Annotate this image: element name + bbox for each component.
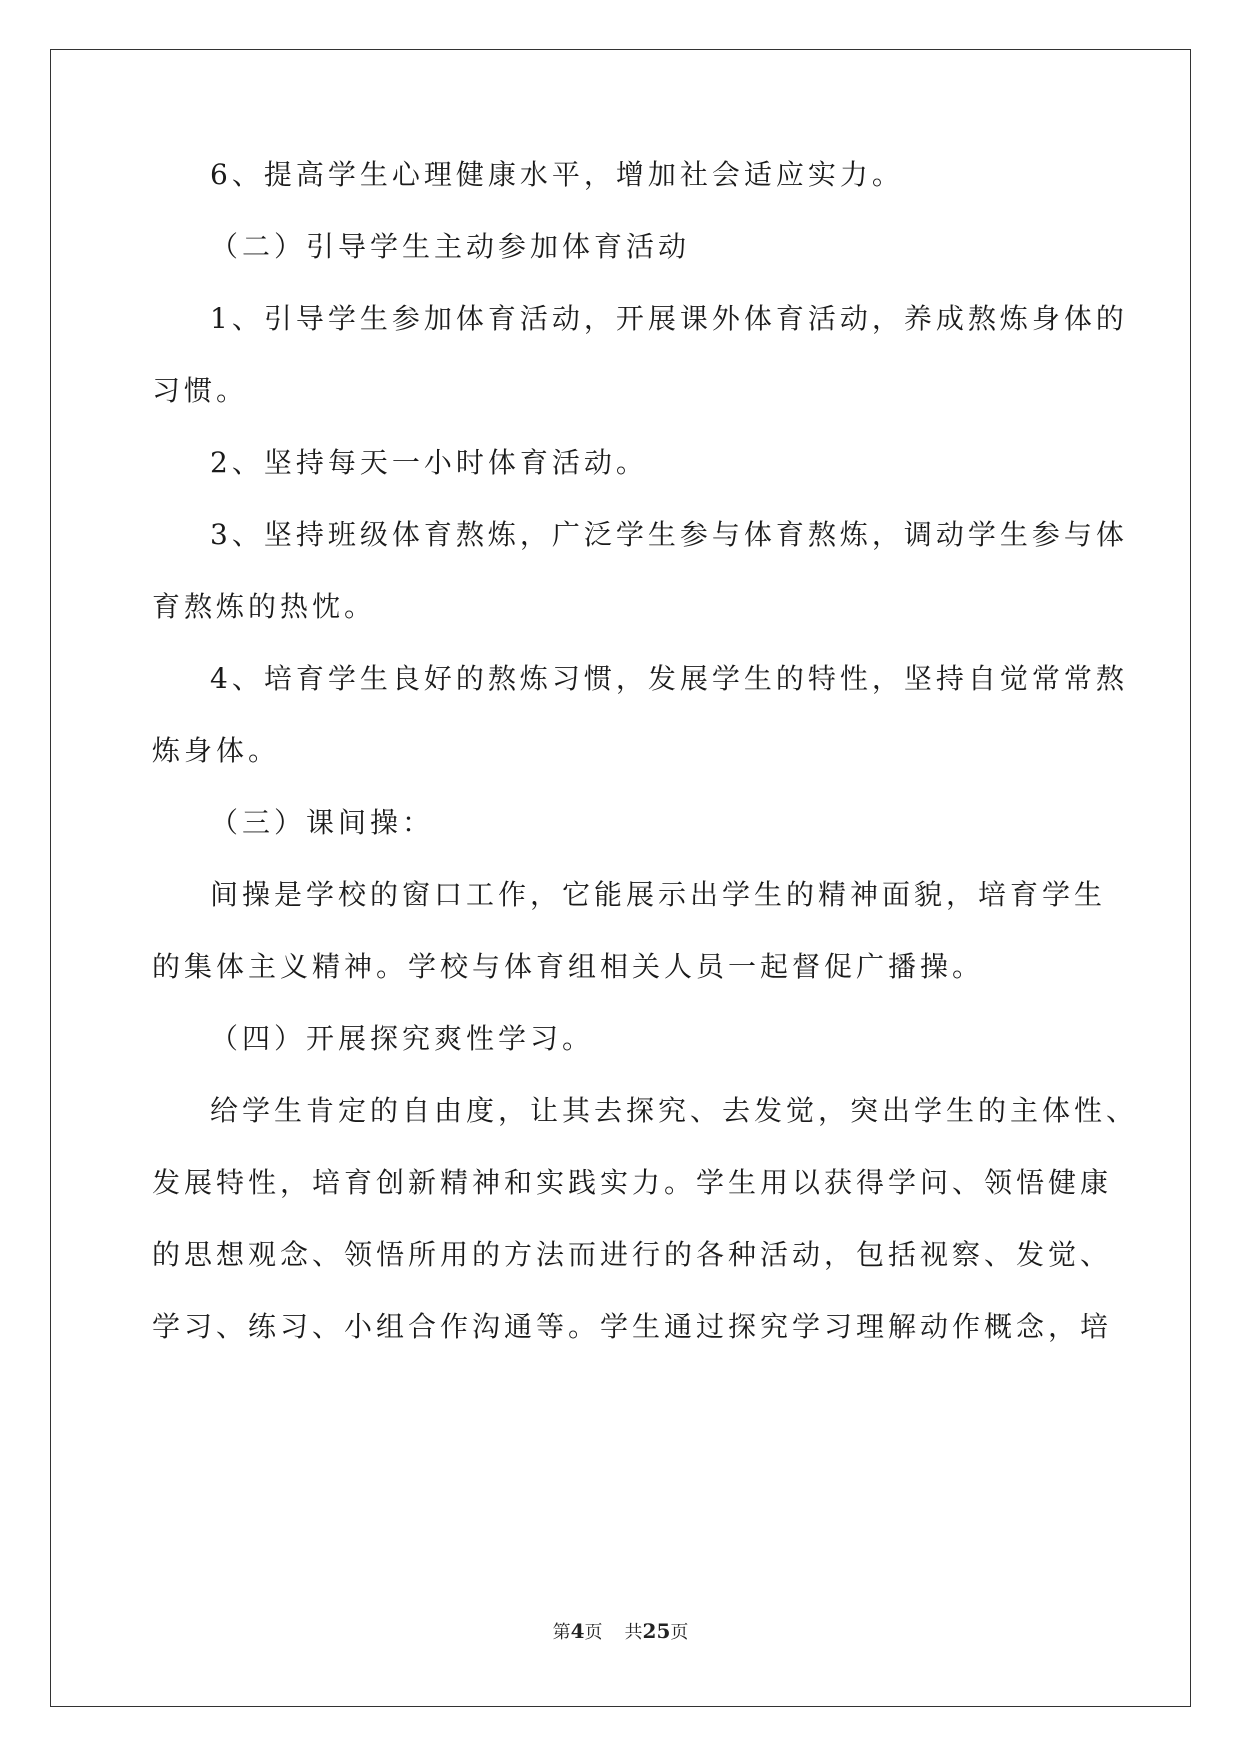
total-prefix: 共 [624, 1622, 643, 1643]
total-pages: 25 [642, 1619, 671, 1643]
page-prefix: 第 [552, 1622, 571, 1643]
paragraph-line: 给学生肯定的自由度，让其去探究、去发觉，突出学生的主体性、 [210, 1094, 1139, 1127]
paragraph-line: 的集体主义精神。学校与体育组相关人员一起督促广播操。 [152, 950, 985, 983]
paragraph-line: 炼身体。 [152, 734, 281, 767]
page-unit: 页 [584, 1622, 603, 1643]
paragraph-line: 习惯。 [152, 374, 249, 407]
paragraph-line: 3、坚持班级体育熬炼，广泛学生参与体育熬炼，调动学生参与体 [210, 518, 1128, 551]
paragraph-line: 间操是学校的窗口工作，它能展示出学生的精神面貌，培育学生 [210, 878, 1107, 911]
paragraph-line: 学习、练习、小组合作沟通等。学生通过探究学习理解动作概念，培 [152, 1310, 1113, 1343]
paragraph-line: 2、坚持每天一小时体育活动。 [210, 446, 648, 479]
paragraph-line: 发展特性，培育创新精神和实践实力。学生用以获得学问、领悟健康 [152, 1166, 1113, 1199]
section-heading: （二）引导学生主动参加体育活动 [210, 230, 691, 263]
paragraph-line: 的思想观念、领悟所用的方法而进行的各种活动，包括视察、发觉、 [152, 1238, 1113, 1271]
section-heading: （四）开展探究爽性学习。 [210, 1022, 595, 1055]
paragraph-line: 4、培育学生良好的熬炼习惯，发展学生的特性，坚持自觉常常熬 [210, 662, 1128, 695]
paragraph-line: 1、引导学生参加体育活动，开展课外体育活动，养成熬炼身体的 [210, 302, 1128, 335]
page-footer [0, 1619, 1241, 1645]
paragraph-line: 6、提高学生心理健康水平，增加社会适应实力。 [210, 158, 904, 191]
paragraph-line: 育熬炼的热忱。 [152, 590, 377, 623]
section-heading: （三）课间操： [210, 806, 435, 839]
total-unit: 页 [670, 1622, 689, 1643]
page-number: 4 [570, 1619, 585, 1643]
